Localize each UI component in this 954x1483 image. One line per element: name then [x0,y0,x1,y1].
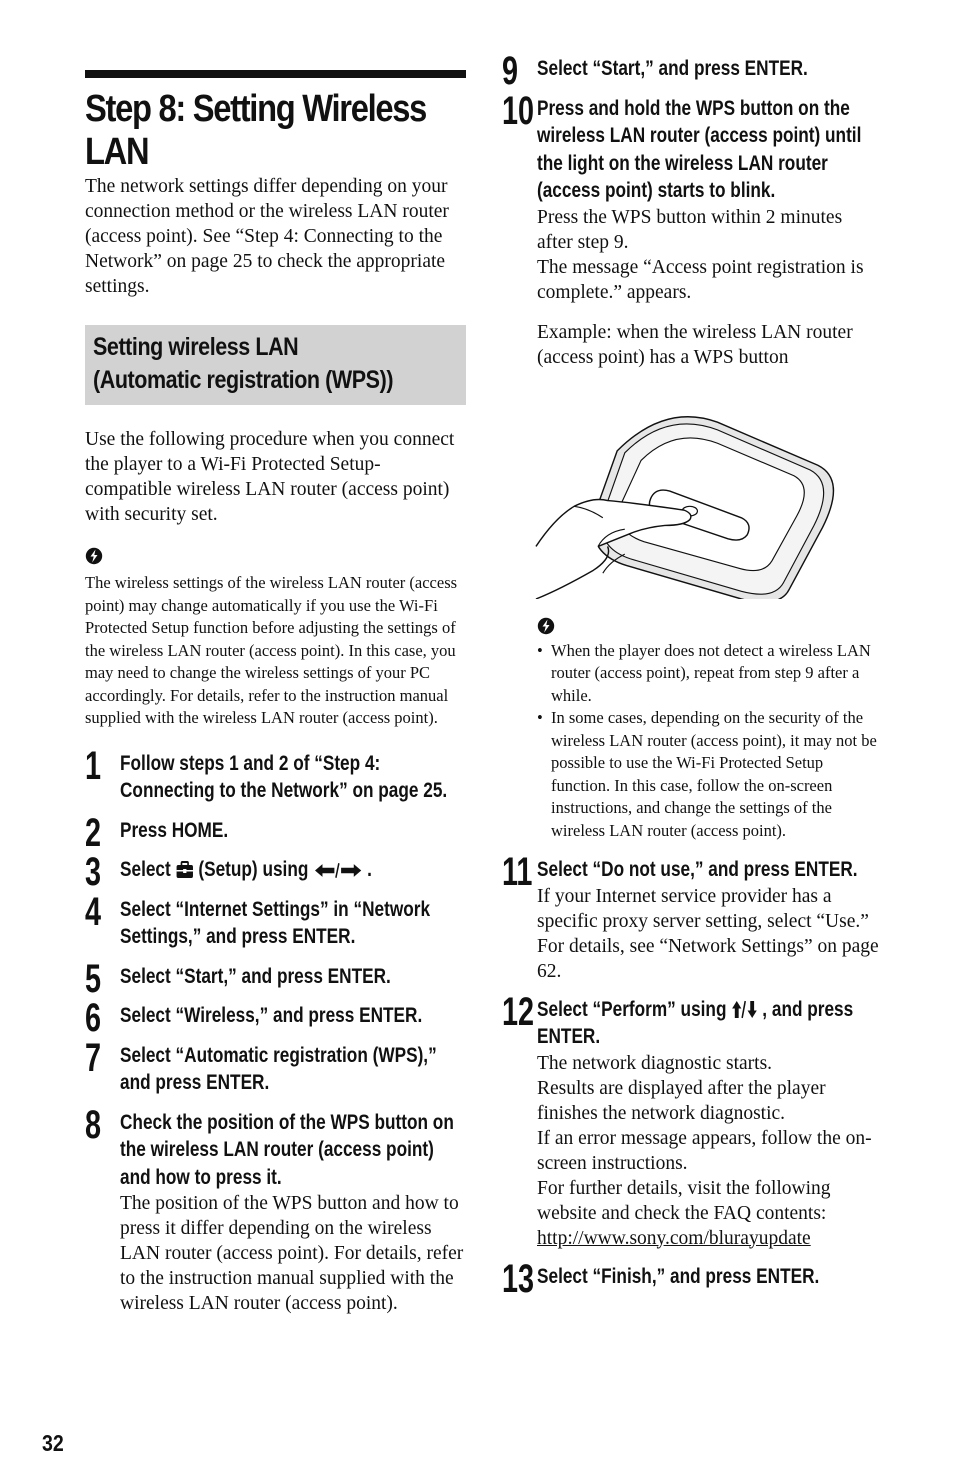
step-10 [502,88,882,599]
step-7 [85,1035,466,1097]
tip-item: • When the player does not detect a wireless LAN router (access point), repeat from step 9 after a while. [537,640,882,708]
tips-block [502,617,882,843]
step-number: 5 [85,956,102,1001]
step-3-title-a: Select [120,858,171,881]
toolbox-icon [176,861,194,879]
step-number: 2 [85,810,102,855]
step-number: 8 [85,1102,102,1147]
note-block [85,547,466,730]
step-body: If an error message appears, follow the on-screen instructions. [537,1127,872,1174]
step-12-title-b: , and press ENTER. [537,997,854,1048]
page-number: 32 [42,1430,64,1456]
step-8 [85,1102,466,1317]
step-12-title-a: Select “Perform” using [537,997,727,1021]
step-title: Select “Internet Settings” in “Network Settings,” and press ENTER. [120,897,431,948]
step-number: 12 [502,989,535,1034]
section-heading-line2: (Automatic registration (WPS)) [93,366,394,394]
step-body: Results are displayed after the player finishes the network diagnostic. [537,1077,826,1124]
page-title: Step 8: Setting Wireless LAN [85,88,427,173]
step-title: Press HOME. [120,818,229,842]
step-number: 1 [85,743,102,788]
faq-link[interactable]: http://www.sony.com/blurayupdate [537,1227,811,1249]
router-wps-illustration [502,384,847,599]
step-number: 4 [85,889,102,934]
step-body: The message “Access point registration is complete.” appears. [537,256,864,303]
step-title: Select “Start,” and press ENTER. [120,964,391,988]
example-caption: Example: when the wireless LAN router (access point) has a WPS button [537,321,853,368]
step-body: The network diagnostic starts. [537,1052,773,1074]
step-title: Follow steps 1 and 2 of “Step 4: Connecting to the Network” on page 25. [120,751,448,802]
step-5 [85,956,466,1001]
step-number: 3 [85,850,102,894]
step-body: If your Internet service provider has a specific proxy server setting, select “Use.” For details, see “Network Settings” on page 62. [537,885,879,982]
step-title [120,856,466,884]
step-title: Select “Automatic registration (WPS),” and press ENTER. [120,1043,437,1094]
step-title: Select “Start,” and press ENTER. [537,57,808,80]
step-title: Check the position of the WPS button on the wireless LAN router (access point) and how to press it. [120,1110,454,1189]
procedure-intro: Use the following procedure when you connect the player to a Wi-Fi Protected Setup-compatible wireless LAN router (access point) with security set. [85,429,455,525]
step-title: Press and hold the WPS button on the wireless LAN router (access point) until the light on the wireless LAN router (access point) starts to blink. [537,96,862,202]
section-heading [85,325,466,405]
note-icon [85,547,103,565]
step-3 [85,850,466,894]
step-4 [85,889,466,951]
step-body: Press the WPS button within 2 minutes after step 9. [537,206,843,253]
step-number: 11 [502,850,533,894]
step-3-title-c: . [367,858,372,881]
step-number: 10 [502,88,535,133]
step-number: 9 [502,49,519,93]
note-icon [537,617,555,635]
step-13 [502,1256,882,1301]
note-text: The wireless settings of the wireless LAN router (access point) may change automatically if you use the Wi-Fi Protected Setup function before adjusting the settings of the wireless LAN router (access point). In this case, you may need to change the wireless settings of your PC accordingly. For details, refer to the instruction manual supplied with the wireless LAN router (access point). [85,573,458,727]
step-12 [502,989,882,1251]
step-11 [502,850,882,984]
step-body: For further details, visit the following website and check the FAQ contents: [537,1177,831,1224]
step-title: Select “Finish,” and press ENTER. [537,1264,820,1288]
step-number: 13 [502,1256,535,1301]
tip-item: • In some cases, depending on the security of the wireless LAN router (access point), it may not be possible to use the Wi-Fi Protected Setup function. In this case, follow the on-screen instructions, and change the settings of the wireless LAN router (access point). [537,707,882,842]
up-down-arrow-icon [731,1000,757,1019]
step-title: Select “Wireless,” and press ENTER. [120,1004,423,1027]
step-6 [85,996,466,1040]
step-3-title-b: (Setup) using [198,858,309,881]
step-body: The position of the WPS button and how to press it differ depending on the wireless LAN router (access point). For details, refer to the instruction manual supplied with the wireless LAN router (access point). [120,1193,464,1314]
step-1 [85,743,466,805]
title-rule [85,70,466,78]
tips-list [537,640,882,843]
step-title [537,996,882,1051]
left-column [85,70,466,1316]
section-heading-line1: Setting wireless LAN [93,333,299,361]
step-2 [85,810,466,855]
step-number: 6 [85,996,102,1040]
step-number: 7 [85,1035,102,1080]
left-right-arrow-icon [313,862,362,879]
right-column [502,49,882,1301]
intro-paragraph: The network settings differ depending on your connection method or the wireless LAN router (access point). See “Step 4: Connecting to the Network” on page 25 to check the appropriate settings. [85,176,449,297]
step-9 [502,49,882,93]
step-title: Select “Do not use,” and press ENTER. [537,858,858,881]
